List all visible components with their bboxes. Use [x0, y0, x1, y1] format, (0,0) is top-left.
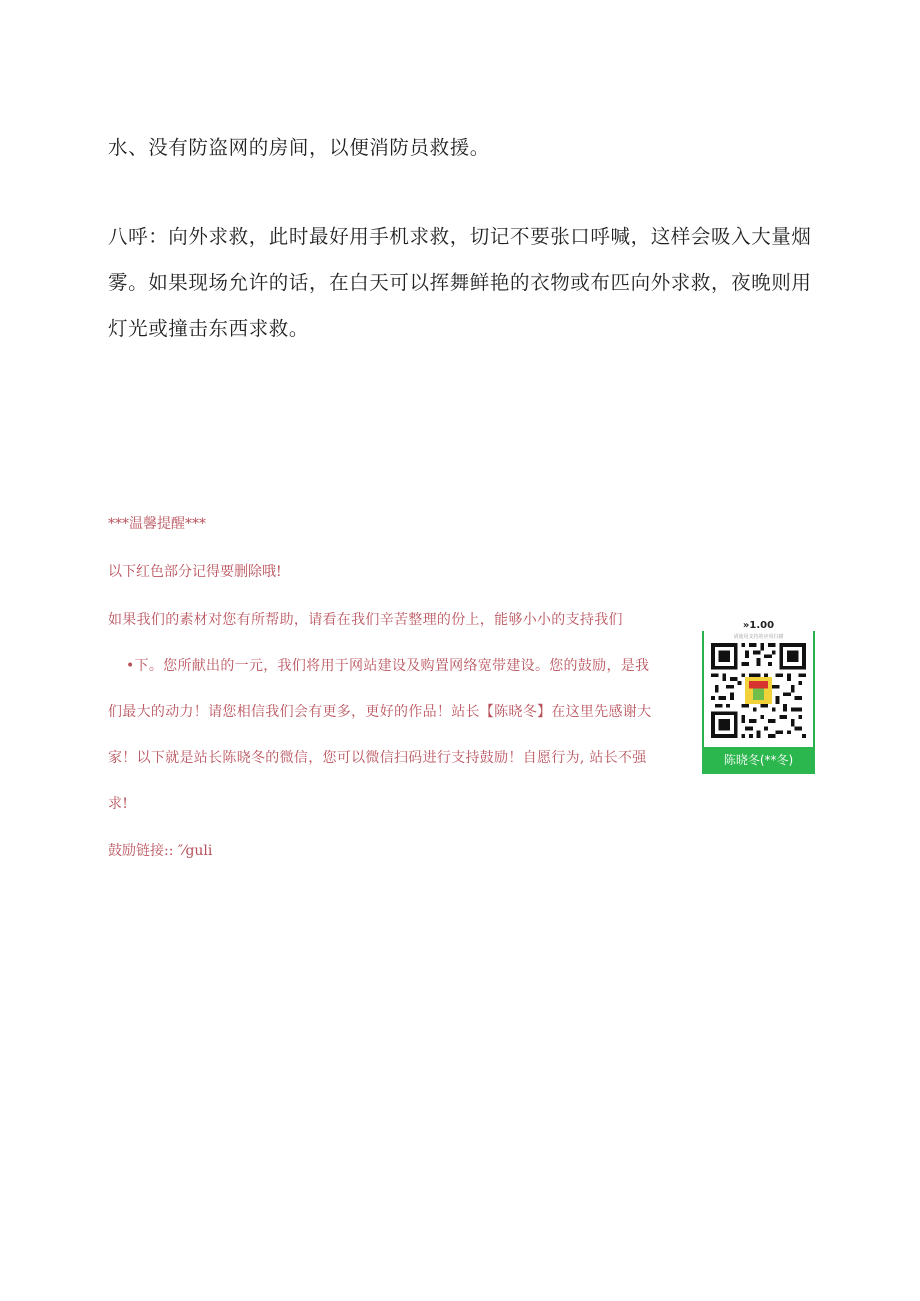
notice-title: ***温馨提醒***: [108, 516, 206, 532]
qr-amount: »1.00: [742, 620, 775, 631]
qr-code-icon: [711, 643, 806, 738]
notice-body-line: •下。您所献出的一元，我们将用于网站建设及购置网络宽带建设。您的鼓励，是我: [126, 658, 650, 674]
notice-body-line: 家！以下就是站长陈晓冬的微信，您可以微信扫码进行支持鼓励！自愿行为, 站长不强: [108, 750, 647, 766]
qr-owner-name: 陈晓冬(**冬): [702, 747, 815, 774]
qr-subtitle: 请使用支持的应用扫描: [733, 634, 784, 640]
wechat-qr-card: [702, 617, 815, 774]
notice-delete-hint: 以下红色部分记得要删除哦!: [108, 564, 282, 580]
body-paragraph-2: 八呼：向外求救，此时最好用手机求救，切记不要张口呼喊，这样会吸入大量烟雾。如果现场允许的话，在白天可以挥舞鲜艳的衣物或布匹向外求救，夜晚则用灯光或撞击东西求救。: [108, 225, 812, 340]
notice-body-line: 求!: [108, 796, 129, 812]
body-paragraph-1: 水、没有防盗网的房间，以便消防员救援。: [108, 136, 490, 159]
notice-body-line: 如果我们的素材对您有所帮助，请看在我们辛苦整理的份上，能够小小的支持我们: [108, 612, 623, 628]
encourage-link[interactable]: 鼓励链接:: ″⁄guli: [108, 843, 213, 859]
notice-body: [108, 597, 694, 827]
notice-body-line: 们最大的动力！请您相信我们会有更多，更好的作品！站长【陈晓冬】在这里先感谢大: [108, 704, 652, 720]
